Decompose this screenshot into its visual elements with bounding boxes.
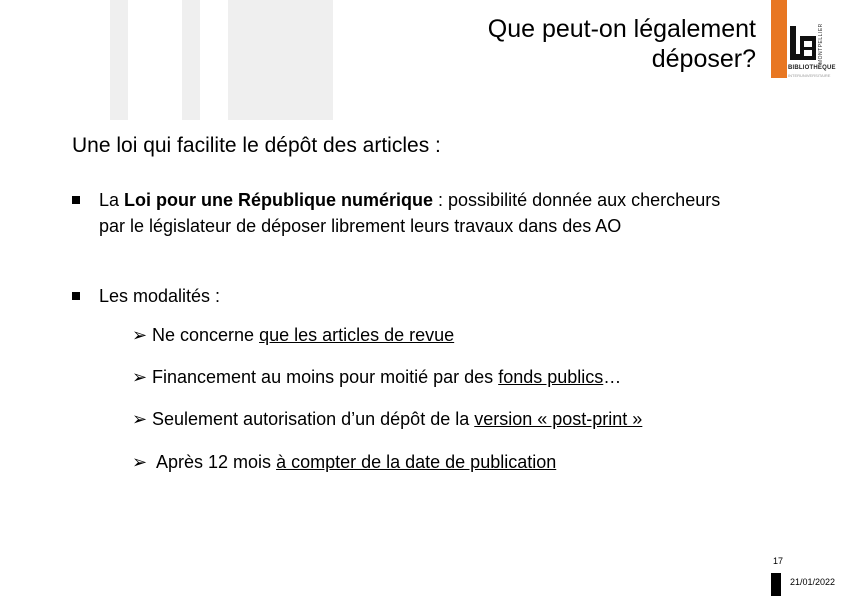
bullet-text: Les modalités : (99, 286, 221, 306)
bullet-rest: : possibilité donnée aux chercheurs par le législateur de déposer librement leurs travaux dans des AO (99, 190, 721, 236)
footer-date: 21/01/2022 (790, 577, 836, 587)
law-name: Loi pour une République numérique (124, 190, 434, 210)
logo-text: BIBLIOTHÈQUE (788, 65, 836, 71)
page-title-line2: déposer? (651, 45, 756, 73)
page-title (396, 14, 756, 74)
library-logo-icon (790, 24, 818, 62)
sub-text: Après 12 mois (152, 452, 277, 472)
bullet-text (99, 187, 739, 239)
arrow-bullet-icon: ➢ (132, 452, 148, 472)
arrow-bullet-icon: ➢ (132, 367, 148, 387)
library-logo (788, 22, 838, 92)
sub-item-delai (132, 450, 556, 474)
sub-item-financement (132, 365, 621, 389)
logo-vertical-text: MONTPELLIER (818, 23, 824, 64)
watermark-shape (110, 0, 128, 120)
sub-underlined: version « post-print » (474, 409, 643, 429)
logo-subtext: INTERUNIVERSITAIRE (788, 73, 831, 78)
square-bullet-icon (72, 292, 80, 300)
square-bullet-icon (72, 196, 80, 204)
slide-subtitle: Une loi qui facilite le dépôt des articles : (72, 134, 441, 157)
accent-bar (771, 0, 787, 78)
page-title-line1: Que peut-on légalement (487, 15, 756, 43)
sub-underlined: que les articles de revue (259, 325, 455, 345)
sub-item-postprint (132, 407, 642, 431)
watermark-shape (182, 0, 200, 120)
sub-after: … (603, 367, 622, 387)
arrow-bullet-icon: ➢ (132, 409, 148, 429)
watermark-shape (228, 0, 333, 120)
sub-text: Ne concerne (152, 325, 260, 345)
sub-text: Seulement autorisation d’un dépôt de la (152, 409, 475, 429)
sub-underlined: à compter de la date de publication (276, 452, 557, 472)
footer-block (771, 573, 781, 596)
sub-underlined: fonds publics (498, 367, 604, 387)
arrow-bullet-icon: ➢ (132, 325, 148, 345)
sub-item-revue (132, 323, 454, 347)
page-number: 17 (773, 556, 784, 566)
sub-text: Financement au moins pour moitié par des (152, 367, 499, 387)
bullet-prefix: La (99, 190, 125, 210)
